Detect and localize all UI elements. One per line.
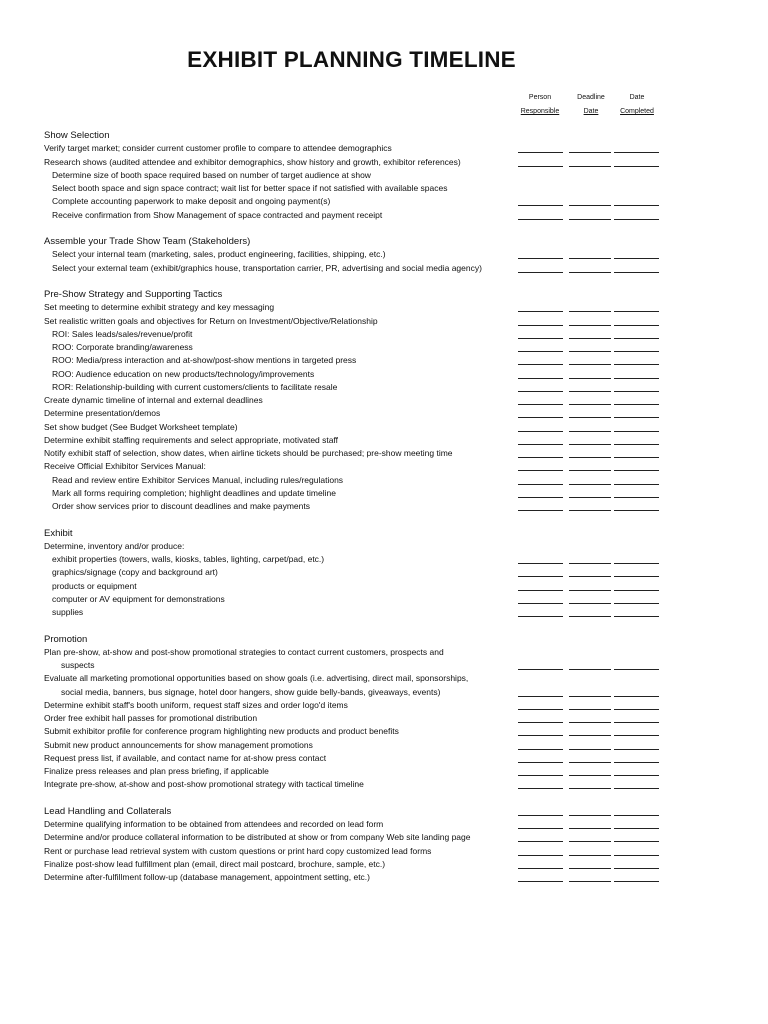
deadline-date-blank[interactable]: [569, 444, 611, 445]
spacer-row: [0, 275, 768, 288]
deadline-date-blank[interactable]: [569, 219, 611, 220]
section-heading: Exhibit: [44, 527, 73, 539]
timeline-row: [0, 765, 768, 778]
task-text: ROI: Sales leads/sales/revenue/profit: [52, 328, 193, 339]
task-text: Determine exhibit staff's booth uniform, request staff sizes and order logo'd items: [44, 699, 348, 710]
task-text: Determine after-fulfillment follow-up (database management, appointment setting, etc.): [44, 872, 370, 882]
deadline-date-blank[interactable]: [569, 417, 611, 418]
deadline-date-blank[interactable]: [569, 205, 611, 206]
timeline-row: [0, 871, 768, 884]
task-text: Submit exhibitor profile for conference program highlighting new products and product benefits: [44, 726, 399, 737]
date-completed-blank[interactable]: [614, 563, 659, 564]
date-completed-blank[interactable]: [614, 431, 659, 432]
task-text: Request press list, if available, and contact name for at-show press contact: [44, 752, 327, 763]
deadline-date-blank[interactable]: [569, 258, 611, 259]
person-responsible-blank[interactable]: [518, 497, 563, 498]
section-heading-row: [0, 288, 768, 301]
person-responsible-blank[interactable]: [518, 563, 563, 564]
timeline-row: [0, 368, 768, 381]
timeline-row: [0, 341, 768, 354]
person-responsible-blank[interactable]: [518, 470, 563, 471]
date-completed-blank[interactable]: [614, 311, 659, 312]
timeline-row: [0, 447, 768, 460]
person-responsible-blank[interactable]: [518, 510, 563, 511]
section-heading-row: [0, 633, 768, 646]
date-completed-blank[interactable]: [614, 749, 659, 750]
deadline-date-blank[interactable]: [569, 815, 611, 816]
task-text: Complete accounting paperwork to make deposit and ongoing payment(s): [52, 196, 331, 207]
timeline-row: [0, 831, 768, 844]
timeline-row: [0, 580, 768, 593]
person-responsible-blank[interactable]: [518, 788, 563, 789]
timeline-row: [0, 566, 768, 579]
timeline-row: [0, 328, 768, 341]
person-responsible-blank[interactable]: [518, 868, 563, 869]
person-responsible-blank[interactable]: [518, 669, 563, 670]
date-completed-blank[interactable]: [614, 788, 659, 789]
person-responsible-blank[interactable]: [518, 325, 563, 326]
date-completed-blank[interactable]: [614, 272, 659, 273]
timeline-row: [0, 407, 768, 420]
deadline-date-blank[interactable]: [569, 166, 611, 167]
task-text: Select your external team (exhibit/graphics house, transportation carrier, PR, advertising and social media agency): [52, 262, 482, 273]
date-completed-blank[interactable]: [614, 735, 659, 736]
timeline-row: [0, 460, 768, 473]
timeline-row: [0, 500, 768, 513]
deadline-date-blank[interactable]: [569, 696, 611, 697]
task-text: Select your internal team (marketing, sales, product engineering, facilities, shipping, etc.): [52, 249, 386, 260]
task-text: social media, banners, bus signage, hotel door hangers, show guide belly-bands, giveaways, events): [61, 686, 441, 697]
deadline-date-blank[interactable]: [569, 152, 611, 153]
timeline-row: [0, 606, 768, 619]
date-completed-blank[interactable]: [614, 391, 659, 392]
date-completed-blank[interactable]: [614, 828, 659, 829]
date-completed-blank[interactable]: [614, 470, 659, 471]
task-text: Plan pre-show, at-show and post-show promotional strategies to contact current customers, prospects and: [44, 646, 444, 657]
task-text: exhibit properties (towers, walls, kiosks, tables, lighting, carpet/pad, etc.): [52, 554, 325, 564]
date-completed-blank[interactable]: [614, 616, 659, 617]
date-completed-blank[interactable]: [614, 497, 659, 498]
task-text: Read and review entire Exhibitor Services Manual, including rules/regulations: [52, 474, 344, 485]
task-text: Notify exhibit staff of selection, show dates, when airline tickets should be purchased; pre-show meeting time: [44, 448, 453, 458]
task-text: Determine size of booth space required based on number of target audience at show: [52, 169, 371, 180]
deadline-date-blank[interactable]: [569, 722, 611, 723]
deadline-date-blank[interactable]: [569, 364, 611, 365]
task-text: supplies: [52, 607, 84, 617]
timeline-row: [0, 778, 768, 791]
date-completed-blank[interactable]: [614, 709, 659, 710]
person-responsible-blank[interactable]: [518, 431, 563, 432]
deadline-date-blank[interactable]: [569, 497, 611, 498]
deadline-date-blank[interactable]: [569, 735, 611, 736]
person-responsible-blank[interactable]: [518, 881, 563, 882]
date-completed-blank[interactable]: [614, 722, 659, 723]
timeline-row: [0, 540, 768, 553]
deadline-date-blank[interactable]: [569, 868, 611, 869]
task-text: Select booth space and sign space contract; wait list for better space if not satisfied with available spaces: [52, 183, 448, 193]
task-text: Receive Official Exhibitor Services Manual:: [44, 461, 206, 472]
deadline-date-blank[interactable]: [569, 311, 611, 312]
timeline-row: [0, 712, 768, 725]
task-text: ROO: Media/press interaction and at-show/post-show mentions in targeted press: [52, 355, 357, 366]
date-completed-blank[interactable]: [614, 364, 659, 365]
task-text: Set realistic written goals and objectives for Return on Investment/Objective/Relationship: [44, 315, 378, 326]
task-text: Determine presentation/demos: [44, 408, 161, 419]
timeline-row: [0, 593, 768, 606]
deadline-date-blank[interactable]: [569, 616, 611, 617]
deadline-date-blank[interactable]: [569, 484, 611, 485]
task-text: Integrate pre-show, at-show and post-show promotional strategy with tactical timeline: [44, 779, 364, 790]
date-completed-blank[interactable]: [614, 166, 659, 167]
person-responsible-blank[interactable]: [518, 722, 563, 723]
deadline-date-blank[interactable]: [569, 709, 611, 710]
timeline-row: [0, 487, 768, 500]
timeline-row: [0, 394, 768, 407]
timeline-row: [0, 659, 768, 672]
timeline-row: [0, 169, 768, 182]
person-responsible-blank[interactable]: [518, 351, 563, 352]
person-responsible-blank[interactable]: [518, 166, 563, 167]
timeline-row: [0, 686, 768, 699]
person-responsible-blank[interactable]: [518, 815, 563, 816]
date-completed-blank[interactable]: [614, 590, 659, 591]
column-header-line2: Completed: [620, 108, 654, 115]
deadline-date-blank[interactable]: [569, 881, 611, 882]
deadline-date-blank[interactable]: [569, 404, 611, 405]
person-responsible-blank[interactable]: [518, 484, 563, 485]
date-completed-blank[interactable]: [614, 219, 659, 220]
column-header-line2: Responsible: [520, 108, 560, 115]
timeline-row: [0, 195, 768, 208]
deadline-date-blank[interactable]: [569, 841, 611, 842]
date-completed-blank[interactable]: [614, 417, 659, 418]
task-text: ROR: Relationship-building with current customers/clients to facilitate resale: [52, 381, 338, 392]
deadline-date-blank[interactable]: [569, 828, 611, 829]
person-responsible-blank[interactable]: [518, 219, 563, 220]
deadline-date-blank[interactable]: [569, 563, 611, 564]
timeline-row: [0, 434, 768, 447]
date-completed-blank[interactable]: [614, 325, 659, 326]
deadline-date-blank[interactable]: [569, 391, 611, 392]
person-responsible-blank[interactable]: [518, 338, 563, 339]
person-responsible-blank[interactable]: [518, 457, 563, 458]
deadline-date-blank[interactable]: [569, 762, 611, 763]
timeline-row: [0, 858, 768, 871]
deadline-date-blank[interactable]: [569, 788, 611, 789]
task-text: Determine and/or produce collateral information to be distributed at show or from company Web site landing page: [44, 832, 471, 843]
spacer-row: [0, 222, 768, 235]
timeline-row: [0, 262, 768, 275]
timeline-row: [0, 845, 768, 858]
task-text: Receive confirmation from Show Management of space contracted and payment receipt: [52, 209, 383, 220]
column-header-date-completed: [612, 91, 662, 119]
person-responsible-blank[interactable]: [518, 762, 563, 763]
date-completed-blank[interactable]: [614, 576, 659, 577]
task-text: Determine qualifying information to be obtained from attendees and recorded on lead form: [44, 819, 384, 829]
timeline-row: [0, 354, 768, 367]
deadline-date-blank[interactable]: [569, 272, 611, 273]
section-heading-row: [0, 235, 768, 248]
deadline-date-blank[interactable]: [569, 325, 611, 326]
task-text: ROO: Corporate branding/awareness: [52, 342, 193, 352]
date-completed-blank[interactable]: [614, 510, 659, 511]
person-responsible-blank[interactable]: [518, 311, 563, 312]
date-completed-blank[interactable]: [614, 152, 659, 153]
date-completed-blank[interactable]: [614, 444, 659, 445]
person-responsible-blank[interactable]: [518, 391, 563, 392]
deadline-date-blank[interactable]: [569, 669, 611, 670]
timeline-row: [0, 474, 768, 487]
task-text: suspects: [61, 660, 95, 670]
person-responsible-blank[interactable]: [518, 152, 563, 153]
timeline-row: [0, 156, 768, 169]
task-text: Order show services prior to discount deadlines and make payments: [52, 501, 310, 511]
timeline-row: [0, 699, 768, 712]
person-responsible-blank[interactable]: [518, 603, 563, 604]
deadline-date-blank[interactable]: [569, 775, 611, 776]
task-text: Evaluate all marketing promotional opportunities based on show goals (i.e. advertising, direct mail, sponsorships,: [44, 673, 469, 684]
spacer-row: [0, 792, 768, 805]
person-responsible-blank[interactable]: [518, 364, 563, 365]
deadline-date-blank[interactable]: [569, 470, 611, 471]
section-heading: Assemble your Trade Show Team (Stakeholders): [44, 236, 251, 247]
timeline-row: [0, 553, 768, 566]
date-completed-blank[interactable]: [614, 484, 659, 485]
timeline-row: [0, 182, 768, 195]
section-heading-row: [0, 527, 768, 540]
date-completed-blank[interactable]: [614, 868, 659, 869]
deadline-date-blank[interactable]: [569, 351, 611, 352]
person-responsible-blank[interactable]: [518, 417, 563, 418]
deadline-date-blank[interactable]: [569, 603, 611, 604]
person-responsible-blank[interactable]: [518, 841, 563, 842]
column-header-line1: Deadline: [577, 94, 605, 101]
deadline-date-blank[interactable]: [569, 457, 611, 458]
date-completed-blank[interactable]: [614, 696, 659, 697]
timeline-row: [0, 672, 768, 685]
task-text: computer or AV equipment for demonstrations: [52, 593, 225, 604]
person-responsible-blank[interactable]: [518, 378, 563, 379]
deadline-date-blank[interactable]: [569, 576, 611, 577]
deadline-date-blank[interactable]: [569, 590, 611, 591]
date-completed-blank[interactable]: [614, 378, 659, 379]
timeline-row: [0, 421, 768, 434]
timeline-row: [0, 381, 768, 394]
timeline-row: [0, 315, 768, 328]
person-responsible-blank[interactable]: [518, 749, 563, 750]
section-heading-row: [0, 129, 768, 142]
timeline-row: [0, 646, 768, 659]
task-text: Create dynamic timeline of internal and external deadlines: [44, 395, 263, 405]
timeline-row: [0, 301, 768, 314]
task-text: products or equipment: [52, 580, 137, 591]
person-responsible-blank[interactable]: [518, 696, 563, 697]
deadline-date-blank[interactable]: [569, 855, 611, 856]
date-completed-blank[interactable]: [614, 855, 659, 856]
task-text: Mark all forms requiring completion; highlight deadlines and update timeline: [52, 487, 336, 498]
date-completed-blank[interactable]: [614, 775, 659, 776]
task-text: Research shows (audited attendee and exhibitor demographics, show history and growth, exhibitor references): [44, 156, 461, 167]
task-text: Set show budget (See Budget Worksheet template): [44, 421, 238, 432]
section-heading-row: [0, 805, 768, 818]
date-completed-blank[interactable]: [614, 404, 659, 405]
timeline-row: [0, 142, 768, 155]
deadline-date-blank[interactable]: [569, 431, 611, 432]
task-text: Finalize press releases and plan press briefing, if applicable: [44, 766, 269, 776]
person-responsible-blank[interactable]: [518, 205, 563, 206]
date-completed-blank[interactable]: [614, 351, 659, 352]
task-text: ROO: Audience education on new products/technology/improvements: [52, 368, 315, 379]
person-responsible-blank[interactable]: [518, 444, 563, 445]
deadline-date-blank[interactable]: [569, 510, 611, 511]
timeline-row: [0, 752, 768, 765]
timeline-row: [0, 248, 768, 261]
date-completed-blank[interactable]: [614, 815, 659, 816]
date-completed-blank[interactable]: [614, 258, 659, 259]
column-header-line1: Date: [629, 94, 645, 101]
date-completed-blank[interactable]: [614, 457, 659, 458]
timeline-row: [0, 739, 768, 752]
date-completed-blank[interactable]: [614, 338, 659, 339]
column-header-deadline-date: [569, 91, 613, 119]
person-responsible-blank[interactable]: [518, 272, 563, 273]
task-text: Finalize post-show lead fulfillment plan (email, direct mail postcard, brochure, sample, etc.): [44, 858, 386, 869]
person-responsible-blank[interactable]: [518, 855, 563, 856]
date-completed-blank[interactable]: [614, 205, 659, 206]
task-text: Verify target market; consider current customer profile to compare to attendee demographics: [44, 143, 392, 154]
spacer-row: [0, 513, 768, 526]
timeline-row: [0, 818, 768, 831]
task-text: Set meeting to determine exhibit strategy and key messaging: [44, 302, 275, 313]
date-completed-blank[interactable]: [614, 669, 659, 670]
task-text: graphics/signage (copy and background art): [52, 567, 218, 578]
task-text: Determine, inventory and/or produce:: [44, 540, 185, 551]
task-text: Order free exhibit hall passes for promotional distribution: [44, 713, 258, 723]
timeline-row: [0, 725, 768, 738]
column-header-line2: Date: [583, 108, 599, 115]
section-heading: Promotion: [44, 633, 88, 645]
spacer-row: [0, 619, 768, 632]
person-responsible-blank[interactable]: [518, 258, 563, 259]
column-header-line1: Person: [528, 94, 552, 101]
task-text: Submit new product announcements for show management promotions: [44, 739, 313, 750]
person-responsible-blank[interactable]: [518, 576, 563, 577]
date-completed-blank[interactable]: [614, 603, 659, 604]
person-responsible-blank[interactable]: [518, 735, 563, 736]
date-completed-blank[interactable]: [614, 762, 659, 763]
page-title: EXHIBIT PLANNING TIMELINE: [187, 47, 516, 72]
deadline-date-blank[interactable]: [569, 378, 611, 379]
column-header-person-responsible: [514, 91, 566, 119]
person-responsible-blank[interactable]: [518, 775, 563, 776]
section-heading: Pre-Show Strategy and Supporting Tactics: [44, 289, 223, 300]
deadline-date-blank[interactable]: [569, 749, 611, 750]
section-heading: Lead Handling and Collaterals: [44, 805, 172, 817]
date-completed-blank[interactable]: [614, 881, 659, 882]
task-text: Determine exhibit staffing requirements and select appropriate, motivated staff: [44, 434, 339, 445]
date-completed-blank[interactable]: [614, 841, 659, 842]
person-responsible-blank[interactable]: [518, 616, 563, 617]
person-responsible-blank[interactable]: [518, 404, 563, 405]
person-responsible-blank[interactable]: [518, 590, 563, 591]
section-heading: Show Selection: [44, 130, 110, 141]
timeline-row: [0, 209, 768, 222]
task-text: Rent or purchase lead retrieval system with custom questions or print hard copy customized lead forms: [44, 845, 432, 856]
person-responsible-blank[interactable]: [518, 709, 563, 710]
deadline-date-blank[interactable]: [569, 338, 611, 339]
person-responsible-blank[interactable]: [518, 828, 563, 829]
